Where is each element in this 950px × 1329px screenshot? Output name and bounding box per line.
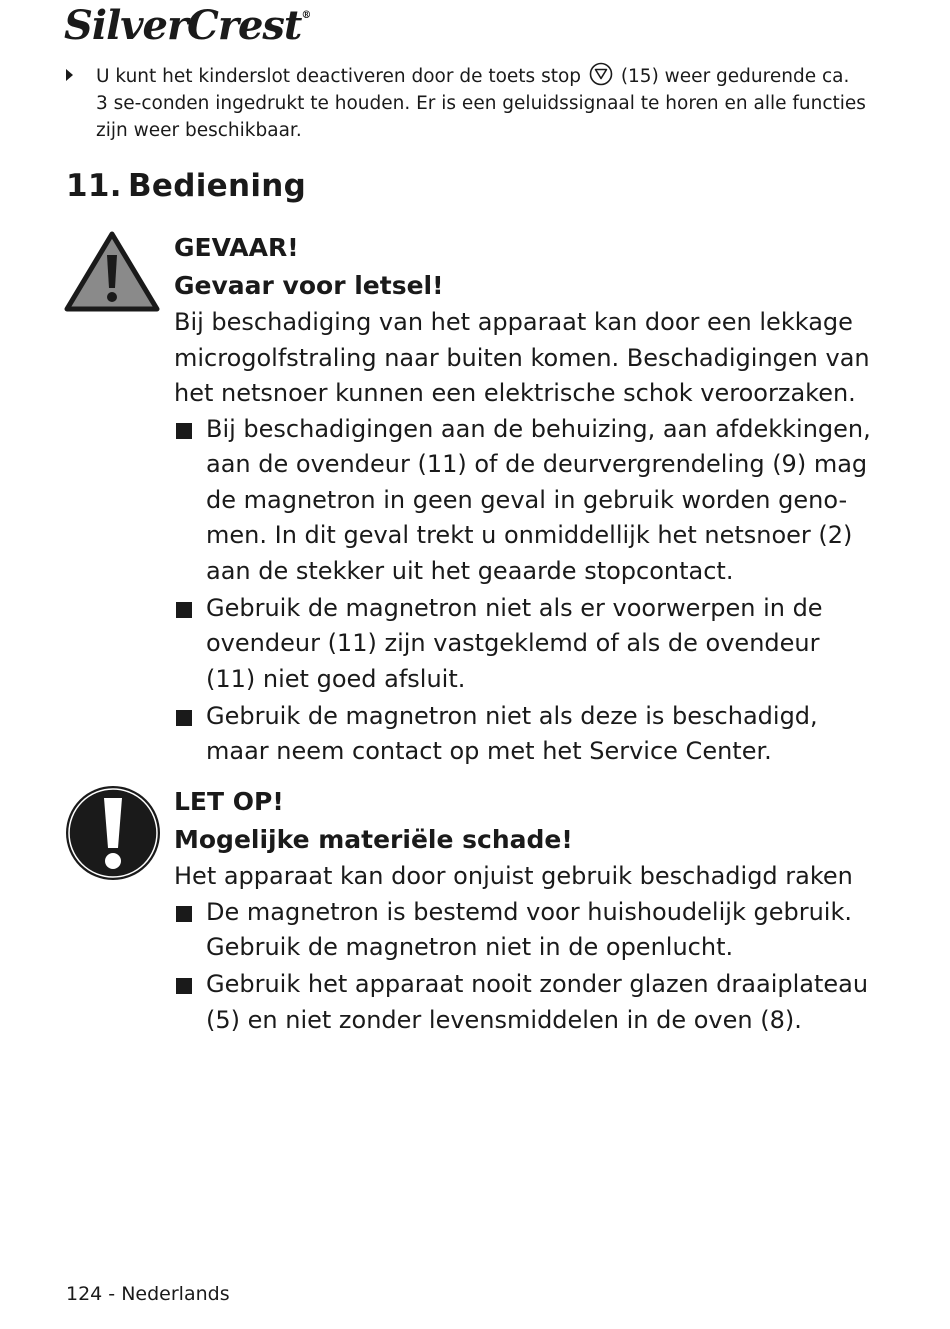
danger-item (174, 699, 874, 770)
danger-tag: GEVAAR! (174, 233, 299, 262)
danger-list (174, 412, 874, 770)
triangle-right-icon (66, 69, 73, 81)
square-bullet-icon (176, 906, 192, 922)
caution-item (174, 895, 874, 966)
square-bullet-icon (176, 710, 192, 726)
intro-text-before: U kunt het kinderslot deactiveren door de toets stop (96, 66, 582, 87)
danger-item-text: Gebruik de magnetron niet als er voorwerpen in de ovendeur (11) zijn vastgeklemd of als de ovendeur (11) niet goed afsluit. (206, 593, 823, 693)
intro-text-after: (15) weer gedurende ca. 3 se-conden ingedrukt te houden. Er is een geluidssignaal te horen en alle functies zijn weer beschikbaar. (96, 66, 866, 141)
section-number: 11. (66, 168, 122, 204)
brand-logo (64, 2, 310, 49)
square-bullet-icon (176, 602, 192, 618)
caution-item-text: Gebruik het apparaat nooit zonder glazen draaiplateau (5) en niet zonder levensmiddelen in de oven (8). (206, 970, 869, 1034)
square-bullet-icon (176, 423, 192, 439)
caution-tag: LET OP! (174, 787, 284, 816)
brand-name: SilverCrest (64, 2, 302, 49)
danger-item-text: Bij beschadigingen aan de behuizing, aan afdekkingen, aan de ovendeur (11) of de deurvergrendeling (9) mag de magnetron in geen geval in gebruik worden geno-men. In dit geval trekt u onmiddellijk het netsnoer (2) aan de stekker uit het geaarde stopcontact. (206, 414, 871, 585)
stop-triangle-icon (589, 62, 613, 86)
intro-text (96, 62, 866, 144)
square-bullet-icon (176, 978, 192, 994)
caution-list (174, 895, 874, 1039)
caution-subtitle: Mogelijke materiële schade! (174, 825, 573, 854)
danger-item (174, 412, 874, 590)
caution-body: Het apparaat kan door onjuist gebruik beschadigd raken (174, 862, 853, 890)
danger-item (174, 591, 874, 698)
intro-paragraph (66, 62, 866, 144)
caution-item-text: De magnetron is bestemd voor huishoudelijk gebruik. Gebruik de magnetron niet in de openlucht. (206, 897, 852, 961)
warning-triangle-icon (64, 231, 160, 313)
danger-body: Bij beschadiging van het apparaat kan door een lekkage microgolfstraling naar buiten komen. Beschadigingen van het netsnoer kunnen een elektrische schok veroorzaken. (174, 308, 870, 407)
caution-item (174, 967, 874, 1038)
section-title: Bediening (128, 168, 307, 204)
danger-block (174, 229, 874, 771)
section-heading (66, 168, 306, 204)
caution-block (174, 783, 874, 1040)
page-footer: 124 - Nederlands (66, 1283, 230, 1305)
danger-subtitle: Gevaar voor letsel! (174, 271, 444, 300)
registered-mark: ® (301, 10, 311, 21)
exclamation-circle-icon (64, 784, 162, 882)
danger-item-text: Gebruik de magnetron niet als deze is beschadigd, maar neem contact op met het Service Center. (206, 701, 818, 765)
